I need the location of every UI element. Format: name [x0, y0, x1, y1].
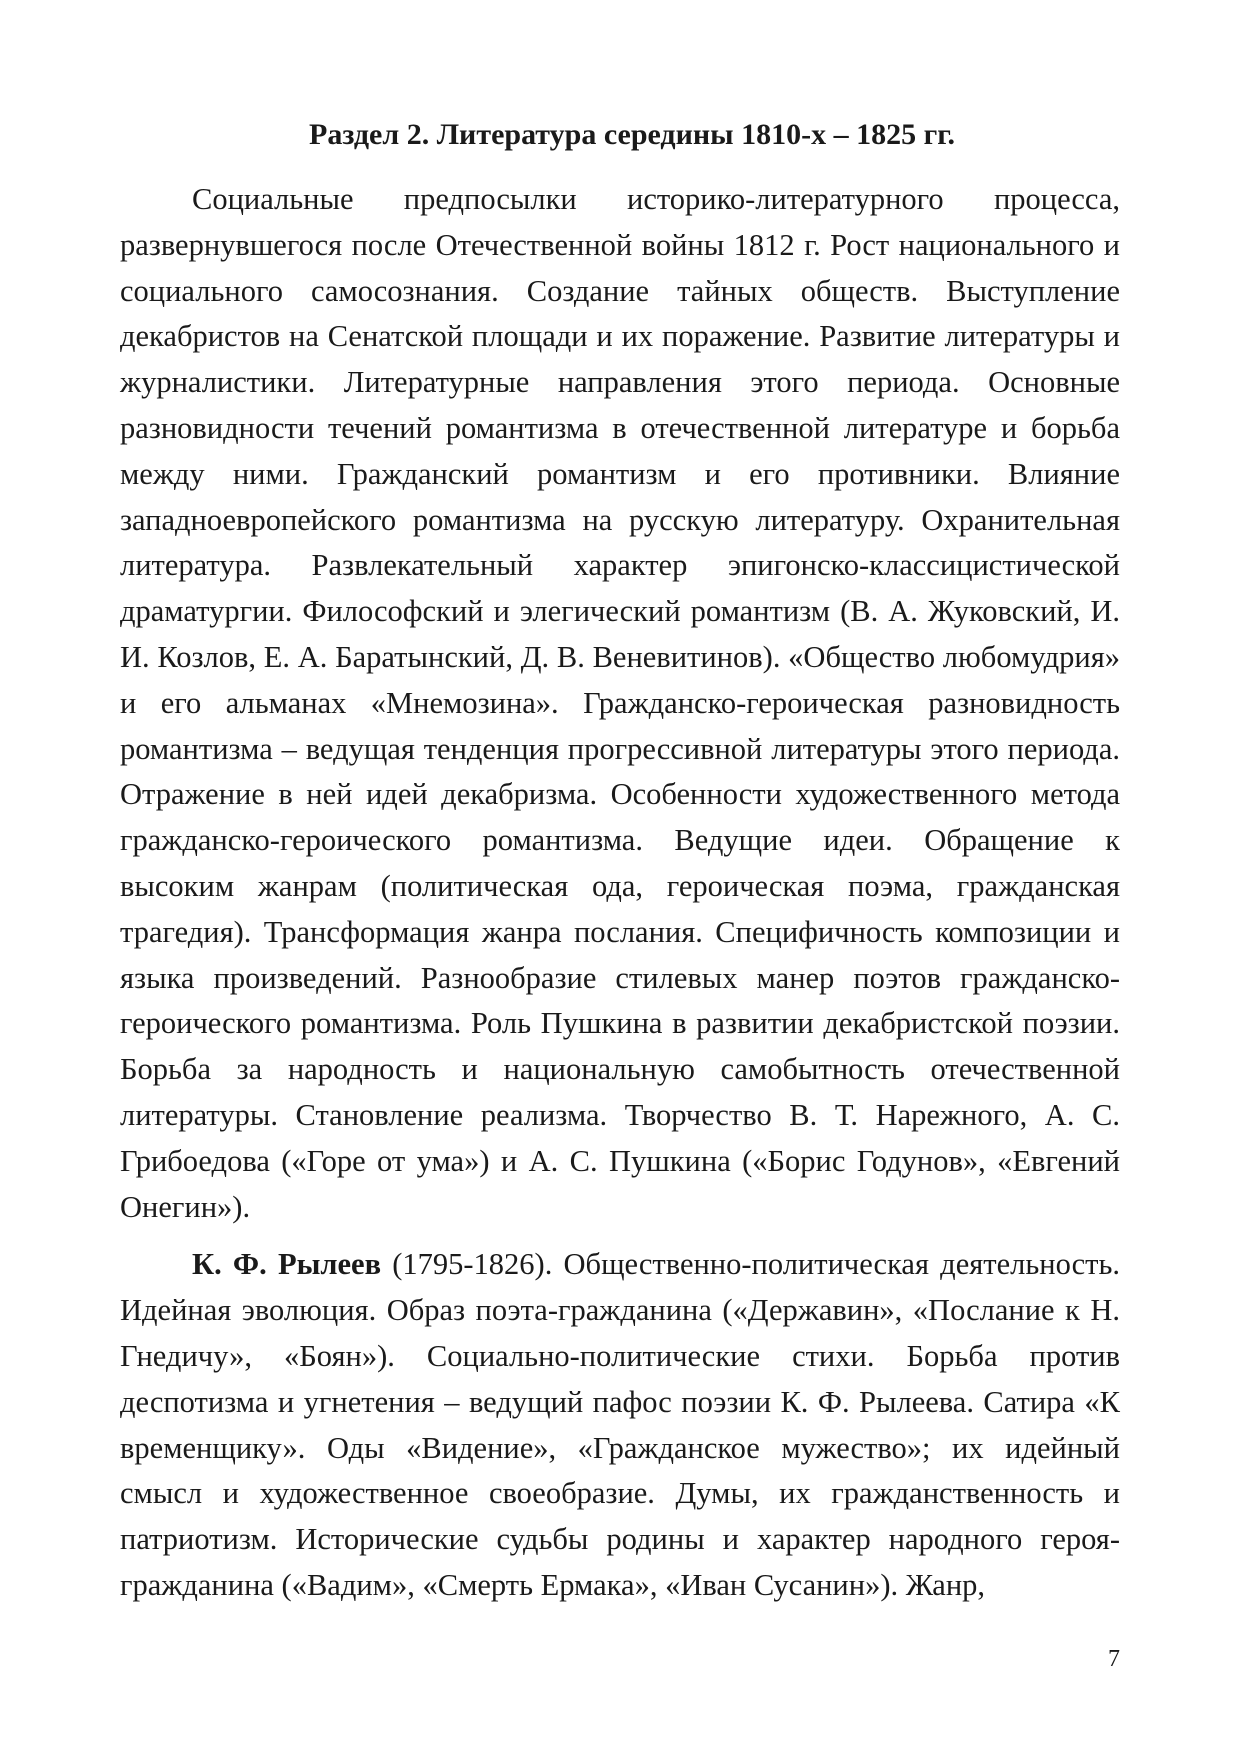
section-heading: Раздел 2. Литература середины 1810-х – 1825 гг.: [309, 118, 955, 151]
author-name: К. Ф. Рылеев: [192, 1247, 382, 1282]
page-number: 7: [1108, 1646, 1120, 1672]
document-page: [120, 115, 1120, 1609]
paragraph-ryleev-text: (1795-1826). Общественно-политическая деятельность. Идейная эволюция. Образ поэта-гражданина («Державин», «Послание к Н. Гнедичу», «Боян»). Социально-политические стихи. Борьба против деспотизма и угнетения – ведущий пафос поэзии К. Ф. Рылеева. Сатира «К временщику». Оды «Видение», «Гражданское мужество»; их идейный смысл и художественное своеобразие. Думы, их гражданственность и патриотизм. Исторические судьбы родины и характер народного героя-гражданина («Вадим», «Смерть Ермака», «Иван Сусанин»). Жанр,: [120, 1247, 1120, 1602]
paragraph-ryleev: [120, 1242, 1120, 1608]
paragraph-social-background: Социальные предпосылки историко-литературного процесса, развернувшегося после Отечественной войны 1812 г. Рост национального и социального самосознания. Создание тайных обществ. Выступление декабристов на Сенатской площади и их поражение. Развитие литературы и журналистики. Литературные направления этого периода. Основные разновидности течений романтизма в отечественной литературе и борьба между ними. Гражданский романтизм и его противники. Влияние западноевропейского романтизма на русскую литературу. Охранительная литература. Развлекательный характер эпигонско-классицистической драматургии. Философский и элегический романтизм (В. А. Жуковский, И. И. Козлов, Е. А. Баратынский, Д. В. Веневитинов). «Общество любомудрия» и его альманах «Мнемозина». Гражданско-героическая разновидность романтизма – ведущая тенденция прогрессивной литературы этого периода. Отражение в ней идей декабризма. Особенности художественного метода гражданско-героического романтизма. Ведущие идеи. Обращение к высоким жанрам (политическая ода, героическая поэма, гражданская трагедия). Трансформация жанра послания. Специфичность композиции и языка произведений. Разнообразие стилевых манер поэтов гражданско-героического романтизма. Роль Пушкина в развитии декабристской поэзии. Борьба за народность и национальную самобытность отечественной литературы. Становление реализма. Творчество В. Т. Нарежного, А. С. Грибоедова («Горе от ума») и А. С. Пушкина («Борис Годунов», «Евгений Онегин»).: [120, 182, 1120, 1224]
